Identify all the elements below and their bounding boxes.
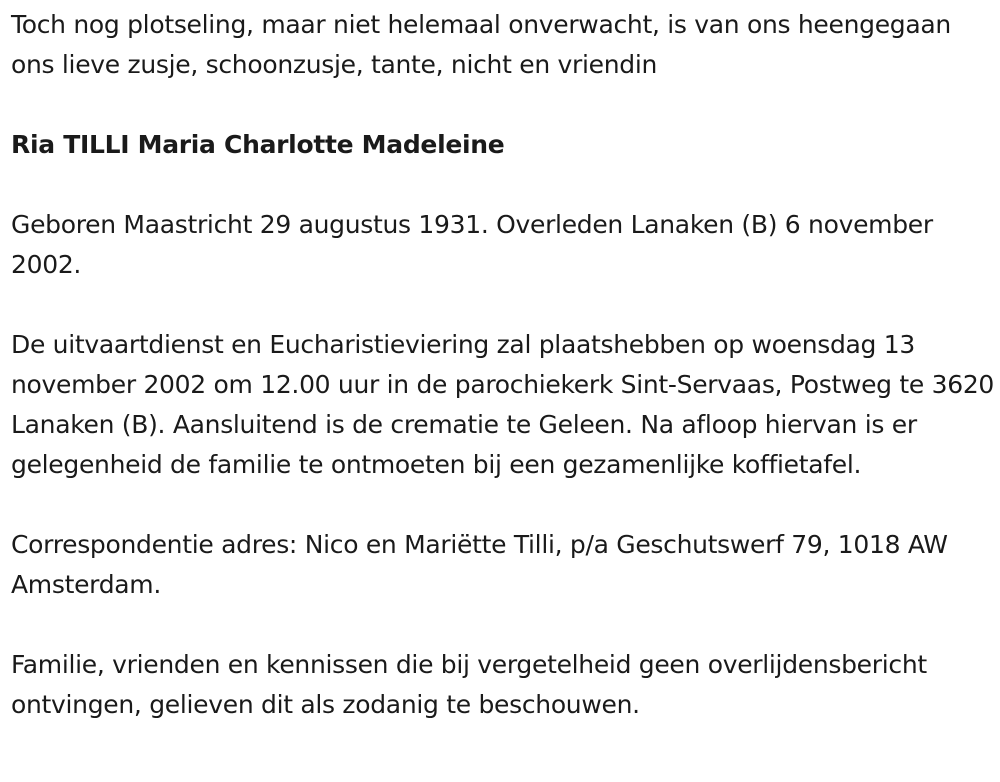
closing-paragraph: Familie, vrienden en kennissen die bij vergetelheid geen overlijdensbericht ontvingen, gelieven dit als zodanig te beschouwen. bbox=[11, 650, 927, 719]
correspondence-paragraph: Correspondentie adres: Nico en Mariëtte Tilli, p/a Geschutswerf 79, 1018 AW Amsterdam. bbox=[11, 530, 948, 599]
intro-paragraph: Toch nog plotseling, maar niet helemaal onverwacht, is van ons heengegaan ons lieve zusje, schoonzusje, tante, nicht en vriendin bbox=[11, 10, 951, 79]
obituary-notice bbox=[11, 5, 996, 725]
birth-death-paragraph: Geboren Maastricht 29 augustus 1931. Overleden Lanaken (B) 6 november 2002. bbox=[11, 210, 933, 279]
deceased-name: Ria TILLI Maria Charlotte Madeleine bbox=[11, 130, 505, 159]
service-paragraph: De uitvaartdienst en Eucharistieviering zal plaatshebben op woensdag 13 november 2002 om 12.00 uur in de parochiekerk Sint-Servaas, Postweg te 3620 Lanaken (B). Aansluitend is de crematie te Geleen. Na afloop hiervan is er gelegenheid de familie te ontmoeten bij een gezamenlijke koffietafel. bbox=[11, 330, 995, 479]
